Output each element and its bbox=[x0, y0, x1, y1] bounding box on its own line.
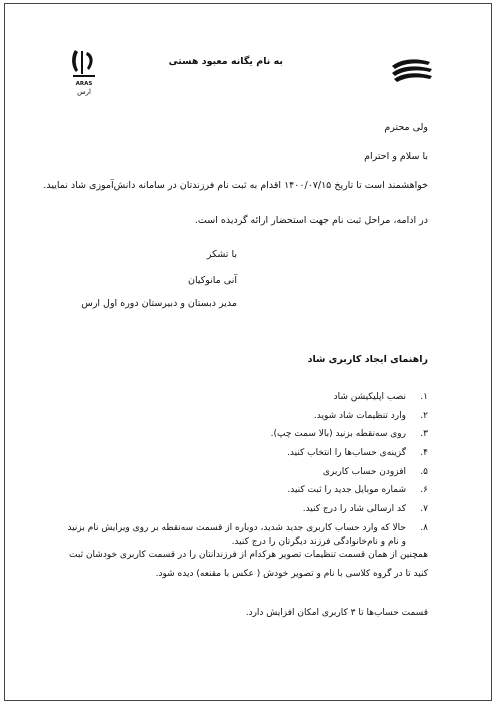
step-text: روی سه‌نقطه بزنید (بالا سمت چپ). bbox=[270, 429, 406, 440]
logo-latin-text: ARAS bbox=[75, 81, 93, 87]
step-text: کد ارسالی شاد را درج کنید. bbox=[302, 504, 406, 515]
step-text: نصب اپلیکیشن شاد bbox=[333, 392, 406, 402]
step-number: ۸. bbox=[420, 522, 428, 533]
step-text-line2: و نام و نام‌خانوادگی فرزند دیگرتان را درج کنید. bbox=[231, 536, 406, 547]
guide-title: راهنمای ایجاد کاربری شاد bbox=[307, 354, 428, 365]
note-line-1: همچنین از همان قسمت تنظیمات تصویر هرکدام از فرزندانتان را در قسمت کاربری خودشان ثبت bbox=[69, 550, 428, 560]
step-number: ۴. bbox=[420, 448, 428, 459]
step-number: ۷. bbox=[420, 504, 428, 515]
step-text-line1: حالا که وارد حساب کاربری جدید شدید، دوباره از قسمت سه‌نقطه بر روی ویرایش نام بزنید bbox=[67, 522, 406, 533]
accounts-limit-note: قسمت حساب‌ها تا ۳ کاربری امکان افزایش دارد. bbox=[245, 608, 428, 618]
signer-name: آنی مانوکیان bbox=[187, 275, 237, 286]
signer-role: مدیر دبستان و دبیرستان دوره اول ارس bbox=[81, 298, 237, 309]
step-item bbox=[67, 392, 428, 411]
profile-photo-note bbox=[69, 546, 428, 584]
step-number: ۳. bbox=[420, 429, 428, 440]
step-text: شماره موبایل جدید را ثبت کنید. bbox=[287, 485, 406, 496]
step-number: ۲. bbox=[420, 410, 428, 421]
step-item bbox=[67, 504, 428, 523]
note-line-2: کنید تا در گروه کلاسی با نام و تصویر خودش ( عکس با مقنعه) دیده شود. bbox=[155, 569, 428, 579]
paragraph-steps-intro: در ادامه، مراحل ثبت نام جهت استحضار ارائه گردیده است. bbox=[194, 215, 428, 226]
step-item bbox=[67, 429, 428, 448]
closing-thanks: با تشکر bbox=[206, 249, 237, 260]
step-item bbox=[67, 411, 428, 430]
steps-list bbox=[67, 392, 428, 547]
step-text: گزینه‌ی حساب‌ها را انتخاب کنید. bbox=[287, 448, 406, 459]
page-header-title: به نام یگانه معبود هستی bbox=[168, 56, 283, 67]
step-item bbox=[67, 485, 428, 504]
step-number: ۶. bbox=[420, 485, 428, 496]
logo-text: ارس bbox=[77, 88, 91, 96]
salutation: با سلام و احترام bbox=[364, 151, 428, 162]
step-number: ۵. bbox=[420, 466, 428, 477]
step-text bbox=[67, 523, 406, 547]
letter-page bbox=[4, 3, 492, 701]
step-text: افزودن حساب کاربری bbox=[322, 466, 406, 477]
step-number: ۱. bbox=[420, 392, 428, 402]
greeting: ولی محترم bbox=[384, 122, 428, 133]
step-item bbox=[67, 467, 428, 486]
step-item bbox=[67, 448, 428, 467]
step-item bbox=[67, 523, 428, 547]
paragraph-deadline: خواهشمند است تا تاریخ ۱۴۰۰/۰۷/۱۵ اقدام به ثبت نام فرزندتان در سامانه دانش‌آموزی شاد نمایید. bbox=[43, 180, 428, 191]
school-logo bbox=[67, 48, 101, 96]
step-text: وارد تنظیمات شاد شوید. bbox=[313, 410, 406, 421]
emblem-logo bbox=[388, 57, 436, 83]
